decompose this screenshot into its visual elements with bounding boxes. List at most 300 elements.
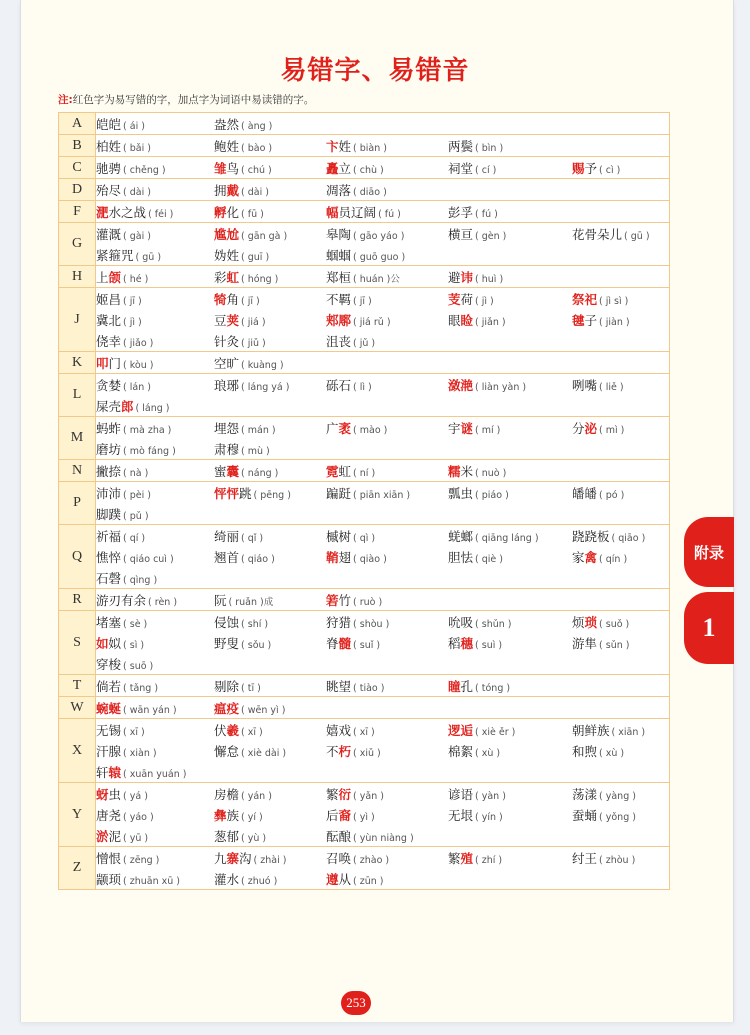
pinyin: ( xiān ) [611, 727, 646, 738]
page-number: 253 [341, 991, 371, 1015]
pinyin: ( sǒu ) [241, 640, 272, 651]
word: 蜣螂 [448, 529, 474, 544]
word-entry [326, 741, 448, 760]
pinyin: ( mí ) [475, 425, 501, 436]
pinyin: ( suǐ ) [353, 640, 381, 651]
pinyin: ( xiè dài ) [241, 748, 287, 759]
pinyin: ( gān gà ) [241, 231, 288, 242]
pinyin: ( jiàn ) [599, 317, 630, 328]
pinyin: ( chù ) [353, 165, 384, 176]
table-row [59, 482, 670, 525]
table-row [59, 179, 670, 201]
word-entry [96, 267, 214, 286]
page-title: 易错字、易错音 [280, 56, 470, 86]
word: 家禽 [572, 550, 598, 565]
word: 蜿蜒 [96, 701, 122, 716]
entry-line [96, 288, 669, 309]
pinyin: ( hóng ) [241, 274, 279, 285]
word-entry [326, 375, 448, 394]
word-entry [326, 461, 448, 480]
row-content [96, 179, 670, 201]
row-content [96, 352, 670, 374]
word-entry [96, 869, 214, 888]
pinyin: ( dài ) [241, 187, 269, 198]
word-entry [96, 784, 214, 803]
word: 沛沛 [96, 486, 122, 501]
word: 脊髓 [326, 636, 352, 651]
word: 幅员辽阔 [326, 205, 377, 220]
word-entry [448, 158, 572, 177]
pinyin: ( yáo ) [123, 812, 154, 823]
word: 彩虹 [214, 270, 240, 285]
word-entry [326, 676, 448, 695]
pinyin: ( liě ) [599, 382, 624, 393]
row-content [96, 374, 670, 417]
pinyin: ( shòu ) [353, 619, 390, 630]
pinyin: ( jǔ ) [353, 338, 376, 349]
word: 撇捺 [96, 464, 122, 479]
word: 驰骋 [96, 161, 122, 176]
pinyin: ( sì ) [123, 640, 145, 651]
pinyin: ( xī ) [123, 727, 145, 738]
row-content [96, 611, 670, 675]
word: 姬昌 [96, 292, 122, 307]
word: 灌水 [214, 872, 240, 887]
word: 糯米 [448, 464, 474, 479]
word: 空旷 [214, 356, 240, 371]
row-letter: F [59, 201, 96, 223]
word: 霓虹 [326, 464, 352, 479]
word: 横亘 [448, 227, 474, 242]
word-entry [326, 331, 448, 350]
entry-line [96, 525, 669, 546]
pinyin: ( fú ) [475, 209, 498, 220]
table-row [59, 223, 670, 266]
word: 蹁跹 [326, 486, 352, 501]
word-entry [572, 224, 672, 243]
pinyin: ( mà zha ) [123, 425, 172, 436]
word: 蜜囊 [214, 464, 240, 479]
entry-line [96, 460, 669, 481]
table-row [59, 611, 670, 675]
word-entry [572, 418, 672, 437]
entry-line [96, 632, 669, 653]
pinyin: ( zhài ) [253, 855, 287, 866]
pinyin: ( suō ) [123, 661, 154, 672]
word: 伏羲 [214, 723, 240, 738]
table-row [59, 460, 670, 482]
word-entry [96, 289, 214, 308]
pinyin: ( yán ) [241, 791, 272, 802]
word-entry [96, 396, 214, 415]
row-letter: J [59, 288, 96, 352]
word-entry [214, 784, 326, 803]
pinyin: ( zhuó ) [241, 876, 278, 887]
entry-line [96, 697, 669, 718]
word-entry [326, 612, 448, 631]
pinyin: ( náng ) [241, 468, 279, 479]
word: 繁殖 [448, 851, 474, 866]
word: 阮 [214, 593, 227, 608]
word-entry [96, 331, 214, 350]
word: 避讳 [448, 270, 474, 285]
word-entry [448, 805, 572, 824]
appendix-number-tab[interactable]: 1 [684, 592, 734, 664]
pinyin: ( tī ) [241, 683, 261, 694]
pinyin: ( shǔn ) [475, 619, 512, 630]
word: 皑皑 [96, 117, 122, 132]
word: 汗腺 [96, 744, 122, 759]
word-entry [96, 590, 214, 609]
word: 芰荷 [448, 292, 474, 307]
table-row [59, 675, 670, 697]
word-entry [326, 590, 448, 609]
row-letter: D [59, 179, 96, 201]
note-label: 注: [58, 94, 73, 106]
entry-line [96, 546, 669, 567]
word: 毽子 [572, 313, 598, 328]
entry-line [96, 244, 669, 265]
table-row [59, 783, 670, 847]
word: 胆怯 [448, 550, 474, 565]
word-entry [448, 720, 572, 739]
entry-line [96, 719, 669, 740]
row-content [96, 589, 670, 611]
word-entry [96, 136, 214, 155]
word: 屎壳郎 [96, 399, 134, 414]
pinyin: ( kuàng ) [241, 360, 284, 371]
entry-line [96, 653, 669, 674]
word: 棉絮 [448, 744, 474, 759]
word: 绮丽 [214, 529, 240, 544]
pinyin: ( gū ) [135, 252, 162, 263]
pinyin: ( yǒng ) [599, 812, 636, 823]
word-entry [96, 310, 214, 329]
word: 郏鄏 [326, 313, 352, 328]
word-entry [96, 633, 214, 652]
word-entry [96, 698, 214, 717]
word: 盎然 [214, 117, 240, 132]
entry-line [96, 675, 669, 696]
word: 叩门 [96, 356, 122, 371]
pinyin: ( piān xiān ) [353, 490, 411, 501]
pinyin: ( jī ) [123, 296, 142, 307]
word: 咧嘴 [572, 378, 598, 393]
word-entry [326, 526, 448, 545]
word: 妫姓 [214, 248, 240, 263]
word: 无垠 [448, 808, 474, 823]
word: 石磬 [96, 571, 122, 586]
word: 冀北 [96, 313, 122, 328]
pinyin: ( kòu ) [123, 360, 154, 371]
pinyin: ( xiè ěr ) [475, 727, 516, 738]
word-entry [448, 526, 572, 545]
table-row [59, 157, 670, 179]
word: 不朽 [326, 744, 352, 759]
pinyin: ( nuò ) [475, 468, 507, 479]
pinyin: ( pǔ ) [123, 511, 149, 522]
word: 唐尧 [96, 808, 122, 823]
word: 尴尬 [214, 227, 240, 242]
word: 不羁 [326, 292, 352, 307]
pinyin: ( àng ) [241, 121, 273, 132]
word: 淤泥 [96, 829, 122, 844]
pinyin: ( pó ) [599, 490, 625, 501]
row-content [96, 697, 670, 719]
word-entry [214, 720, 326, 739]
word-entry [96, 568, 214, 587]
word-entry [448, 741, 572, 760]
word-entry [572, 526, 672, 545]
pinyin: ( xī ) [241, 727, 263, 738]
word-entry [214, 848, 326, 867]
word: 跷跷板 [572, 529, 610, 544]
word-entry [326, 310, 448, 329]
word: 游隼 [572, 636, 598, 651]
pinyin: ( qiáo ) [241, 554, 275, 565]
word-entry [448, 612, 572, 631]
pinyin: ( yū ) [123, 833, 149, 844]
word: 剔除 [214, 679, 240, 694]
word-entry [326, 547, 448, 566]
table-row [59, 374, 670, 417]
word: 祭祀 [572, 292, 598, 307]
word: 房檐 [214, 787, 240, 802]
word-entry [214, 180, 326, 199]
entry-line [96, 482, 669, 503]
word: 瘟疫 [214, 701, 240, 716]
row-content [96, 675, 670, 697]
pinyin: ( chú ) [241, 165, 272, 176]
pinyin: ( ái ) [123, 121, 145, 132]
word-entry [96, 654, 214, 673]
row-letter: T [59, 675, 96, 697]
pinyin: ( jī ) [241, 296, 260, 307]
pinyin: ( zhào ) [353, 855, 390, 866]
pinyin: ( yàn ) [475, 791, 506, 802]
pinyin: ( suǒ ) [599, 619, 630, 630]
word: 纣王 [572, 851, 598, 866]
word-entry [448, 267, 572, 286]
word-entry [96, 418, 214, 437]
entry-line [96, 847, 669, 868]
entry-line [96, 567, 669, 588]
word-entry [448, 289, 572, 308]
word: 吮吸 [448, 615, 474, 630]
word: 烦琐 [572, 615, 598, 630]
pinyin: ( mù ) [241, 446, 270, 457]
pinyin: ( zhí ) [475, 855, 503, 866]
word-entry [96, 114, 214, 133]
word: 谚语 [448, 787, 474, 802]
pinyin: ( lì ) [353, 382, 372, 393]
row-content [96, 135, 670, 157]
note-text: 红色字为易写错的字，加点字为词语中易读错的字。 [72, 94, 315, 106]
appendix-tab[interactable]: 附录 [684, 517, 734, 587]
word: 堵塞 [96, 615, 122, 630]
word-entry [96, 547, 214, 566]
pinyin: ( yàng ) [599, 791, 636, 802]
table-row [59, 266, 670, 288]
word: 琅琊 [214, 378, 240, 393]
word-entry [214, 461, 326, 480]
pinyin: ( yǎn ) [353, 791, 384, 802]
pinyin: ( dài ) [123, 187, 151, 198]
word: 九寨沟 [214, 851, 252, 866]
word-entry [214, 418, 326, 437]
pinyin: ( huán )公 [353, 274, 400, 285]
word-entry [572, 784, 672, 803]
word-entry [96, 375, 214, 394]
pinyin: ( diāo ) [353, 187, 387, 198]
word-entry [214, 375, 326, 394]
word-entry [96, 676, 214, 695]
word: 孵化 [214, 205, 240, 220]
word-entry [96, 245, 214, 264]
word-entry [572, 375, 672, 394]
entry-line [96, 503, 669, 524]
row-letter: X [59, 719, 96, 783]
row-letter: A [59, 113, 96, 135]
pinyin: ( yá ) [123, 791, 148, 802]
word: 皋陶 [326, 227, 352, 242]
word-entry [96, 805, 214, 824]
word: 无锡 [96, 723, 122, 738]
pinyin: ( qín ) [599, 554, 628, 565]
word: 广袤 [326, 421, 352, 436]
row-content [96, 525, 670, 589]
pinyin: ( xiǔ ) [353, 748, 381, 759]
pinyin: ( láng ) [135, 403, 170, 414]
pinyin: ( cí ) [475, 165, 497, 176]
pinyin: ( jī ) [353, 296, 372, 307]
word: 憎恨 [96, 851, 122, 866]
word-entry [572, 805, 672, 824]
pinyin: ( yì ) [353, 812, 375, 823]
word-entry [326, 826, 448, 845]
word: 赐予 [572, 161, 598, 176]
pinyin: ( mì ) [599, 425, 625, 436]
row-letter: H [59, 266, 96, 288]
row-letter: S [59, 611, 96, 675]
word-entry [326, 784, 448, 803]
word: 侥幸 [96, 334, 122, 349]
pinyin: ( suì ) [475, 640, 503, 651]
word-entry [96, 180, 214, 199]
pinyin: ( bǎi ) [123, 143, 151, 154]
pinyin: ( huì ) [475, 274, 504, 285]
row-content [96, 223, 670, 266]
pinyin: ( yù ) [241, 833, 267, 844]
word: 淝水之战 [96, 205, 147, 220]
word-entry [214, 289, 326, 308]
word-entry [96, 762, 214, 781]
pinyin: ( xī ) [353, 727, 375, 738]
word-entry [214, 633, 326, 652]
word: 宇谜 [448, 421, 474, 436]
pinyin: ( gèn ) [475, 231, 507, 242]
word-entry [572, 289, 672, 308]
word: 祈福 [96, 529, 122, 544]
pinyin: ( mán ) [241, 425, 276, 436]
pinyin: ( bào ) [241, 143, 273, 154]
word-entry [214, 353, 326, 372]
pinyin: ( qìng ) [123, 575, 158, 586]
pinyin: ( xuān yuán ) [123, 769, 187, 780]
word: 朝鲜族 [572, 723, 610, 738]
pinyin: ( lán ) [123, 382, 151, 393]
word-entry [326, 720, 448, 739]
pinyin: ( jiǎo ) [123, 338, 154, 349]
word-entry [448, 224, 572, 243]
entry-line [96, 804, 669, 825]
entry-line [96, 611, 669, 632]
word-entry [448, 547, 572, 566]
word: 瓢虫 [448, 486, 474, 501]
word: 鲍姓 [214, 139, 240, 154]
word: 野叟 [214, 636, 240, 651]
word-entry [572, 633, 672, 652]
word: 逻逅 [448, 723, 474, 738]
word-entry [326, 158, 448, 177]
word: 花骨朵儿 [572, 227, 623, 242]
word: 紧箍咒 [96, 248, 134, 263]
word-entry [96, 526, 214, 545]
row-letter: L [59, 374, 96, 417]
pinyin: ( sè ) [123, 619, 148, 630]
word-entry [214, 439, 326, 458]
word-entry [572, 483, 672, 502]
pinyin: ( cì ) [599, 165, 621, 176]
word-entry [448, 848, 572, 867]
pinyin: ( biàn ) [353, 143, 387, 154]
word-entry [214, 526, 326, 545]
word-entry [96, 439, 214, 458]
word: 上颌 [96, 270, 122, 285]
word-entry [326, 245, 448, 264]
word: 凋落 [326, 183, 352, 198]
word-entry [214, 483, 326, 502]
table-row [59, 135, 670, 157]
word: 分泌 [572, 421, 598, 436]
entry-line [96, 740, 669, 761]
row-letter: K [59, 352, 96, 374]
table-row [59, 352, 670, 374]
word: 如姒 [96, 636, 122, 651]
word-entry [326, 633, 448, 652]
entry-line [96, 589, 669, 610]
entry-line [96, 223, 669, 244]
table-row [59, 417, 670, 460]
word-entry [214, 590, 326, 609]
pinyin: ( chěng ) [123, 165, 166, 176]
pinyin: ( gū ) [624, 231, 650, 242]
word-entry [96, 224, 214, 243]
word-entry [214, 136, 326, 155]
word-entry [326, 136, 448, 155]
pinyin: ( zēng ) [123, 855, 160, 866]
pinyin: ( shí ) [241, 619, 269, 630]
word-entry [214, 547, 326, 566]
word-entry [448, 461, 572, 480]
word: 繁衍 [326, 787, 352, 802]
pinyin: ( yùn niàng ) [353, 833, 414, 844]
word-entry [214, 158, 326, 177]
pinyin: ( qí ) [123, 533, 146, 544]
entry-line [96, 352, 669, 373]
word-entry [96, 848, 214, 867]
word: 蚂蚱 [96, 421, 122, 436]
